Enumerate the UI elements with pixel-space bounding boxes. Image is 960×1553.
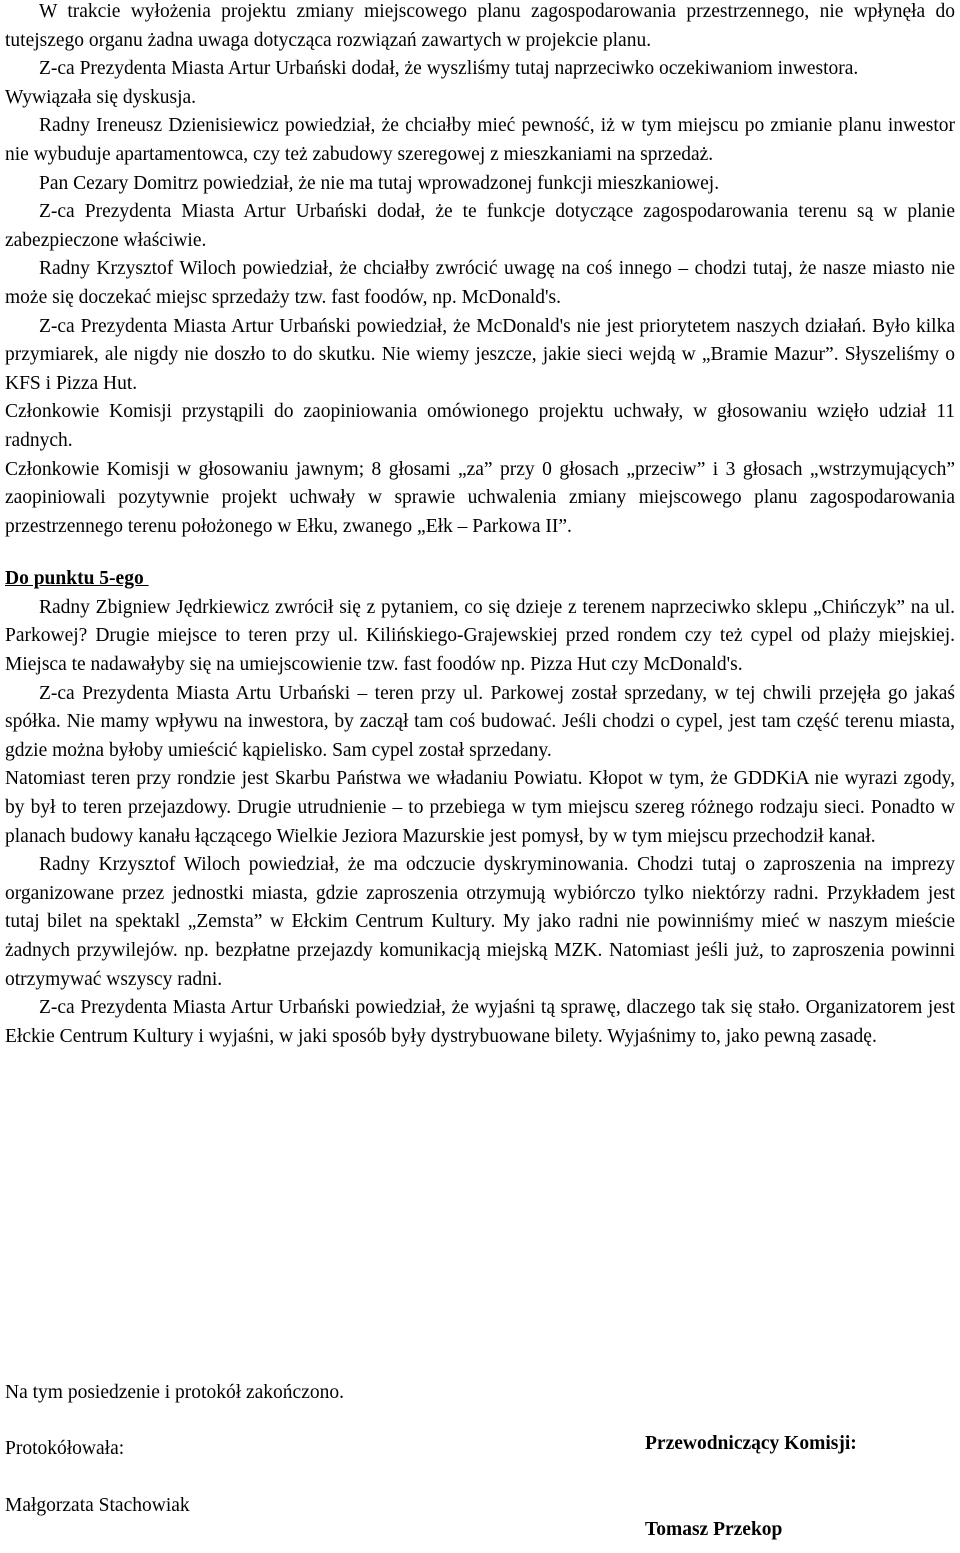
paragraph: Z-ca Prezydenta Miasta Artur Urbański dodał, że wyszliśmy tutaj naprzeciwko oczekiwaniom inwestora.	[39, 58, 859, 80]
recorder-name: Małgorzata Stachowiak	[5, 1495, 190, 1516]
paragraph: Z-ca Prezydenta Miasta Artur Urbański powiedział, że McDonald's nie jest priorytetem naszych działań. Było kilka przymiarek, ale nigdy nie doszło to do skutku. Nie wiemy jeszcze, jakie sieci wejdą w „Bramie Mazur”. Słyszeliśmy o KFS i Pizza Hut.	[5, 315, 955, 394]
paragraph: Wywiązała się dyskusja.	[5, 86, 197, 108]
paragraph: Członkowie Komisji w głosowaniu jawnym; 8 głosami „za” przy 0 głosach „przeciw” i 3 głosach „wstrzymujących” zaopiniowali pozytywnie projekt uchwały w sprawie uchwalenia zmiany miejscowego planu zagospodarowania przestrzennego terenu położonego w Ełku, zwanego „Ełk – Parkowa II”.	[5, 458, 955, 537]
paragraph: Radny Zbigniew Jędrkiewicz zwrócił się z pytaniem, co się dzieje z terenem naprzeciwko sklepu „Chińczyk” na ul. Parkowej? Drugie miejsce to teren przy ul. Kilińskiego-Grajewskiej przed rondem czy też cypel od plaży miejskiej. Miejsca te nadawałyby się na umiejscowienie tzw. fast foodów np. Pizza Hut czy McDonald's.	[5, 596, 955, 676]
paragraph: Radny Ireneusz Dzienisiewicz powiedział, że chciałby mieć pewność, iż w tym miejscu po zmianie planu inwestor nie wybuduje apartamentowca, czy też zabudowy szeregowej z mieszkaniami na sprzedaż.	[5, 115, 955, 165]
paragraphs-top	[5, 0, 955, 541]
chair-label: Przewodniczący Komisji:	[645, 1433, 857, 1454]
chair-name: Tomasz Przekop	[645, 1519, 783, 1540]
document-body	[5, 0, 955, 1051]
paragraph: Radny Krzysztof Wiloch powiedział, że ma odczucie dyskryminowania. Chodzi tutaj o zaproszenia na imprezy organizowane przez jednostki miasta, gdzie zaproszenia otrzymują wybiórczo tylko niektórzy radni. Przykładem jest tutaj bilet na spektakl „Zemsta” w Ełckim Centrum Kultury. My jako radni nie powinniśmy mieć w naszym mieście żadnych przywilejów. np. bezpłatne przejazdy komunikacją miejską MZK. Natomiast jeśli już, to zaproszenia powinni otrzymywać wszyscy radni.	[5, 854, 955, 990]
paragraph: W trakcie wyłożenia projektu zmiany miejscowego planu zagospodarowania przestrzennego, nie wpłynęła do tutejszego organu żadna uwaga dotycząca rozwiązań zawartych w projekcie planu.	[5, 1, 955, 51]
closing-statement: Na tym posiedzenie i protokół zakończono.	[5, 1382, 344, 1403]
paragraph: Radny Krzysztof Wiloch powiedział, że chciałby zwrócić uwagę na coś innego – chodzi tutaj, że nasze miasto nie może się doczekać miejsc sprzedaży tzw. fast foodów, np. McDonald's.	[5, 258, 955, 308]
paragraph: Członkowie Komisji przystąpili do zaopiniowania omówionego projektu uchwały, w głosowaniu wzięło udział 11 radnych.	[5, 401, 955, 451]
recorder-label: Protokółowała:	[5, 1438, 125, 1459]
paragraph: Natomiast teren przy rondzie jest Skarbu Państwa we władaniu Powiatu. Kłopot w tym, że GDDKiA nie wyrazi zgody, by był to teren przejazdowy. Drugie utrudnienie – to przebiega w tym miejscu szereg różnego rodzaju sieci. Ponadto w planach budowy kanału łączącego Wielkie Jeziora Mazurskie jest pomysł, by w tym miejscu przechodził kanał.	[5, 768, 955, 847]
paragraphs-section	[5, 594, 955, 1052]
paragraph: Pan Cezary Domitrz powiedział, że nie ma tutaj wprowadzonej funkcji mieszkaniowej.	[39, 172, 720, 194]
paragraph: Z-ca Prezydenta Miasta Artur Urbański powiedział, że wyjaśni tą sprawę, dlaczego tak się stało. Organizatorem jest Ełckie Centrum Kultury i wyjaśni, w jaki sposób były dystrybuowane bilety. Wyjaśnimy to, jako pewną zasadę.	[5, 997, 955, 1047]
paragraph: Z-ca Prezydenta Miasta Artur Urbański dodał, że te funkcje dotyczące zagospodarowania terenu są w planie zabezpieczone właściwie.	[5, 201, 955, 251]
paragraph: Z-ca Prezydenta Miasta Artu Urbański – teren przy ul. Parkowej został sprzedany, w tej chwili przejęła go jakaś spółka. Nie mamy wpływu na inwestora, by zaczął tam coś budować. Jeśli chodzi o cypel, jest tam część terenu miasta, gdzie można byłoby umieścić kąpielisko. Sam cypel został sprzedany.	[5, 682, 955, 761]
section-heading: Do punktu 5-ego	[5, 568, 149, 590]
